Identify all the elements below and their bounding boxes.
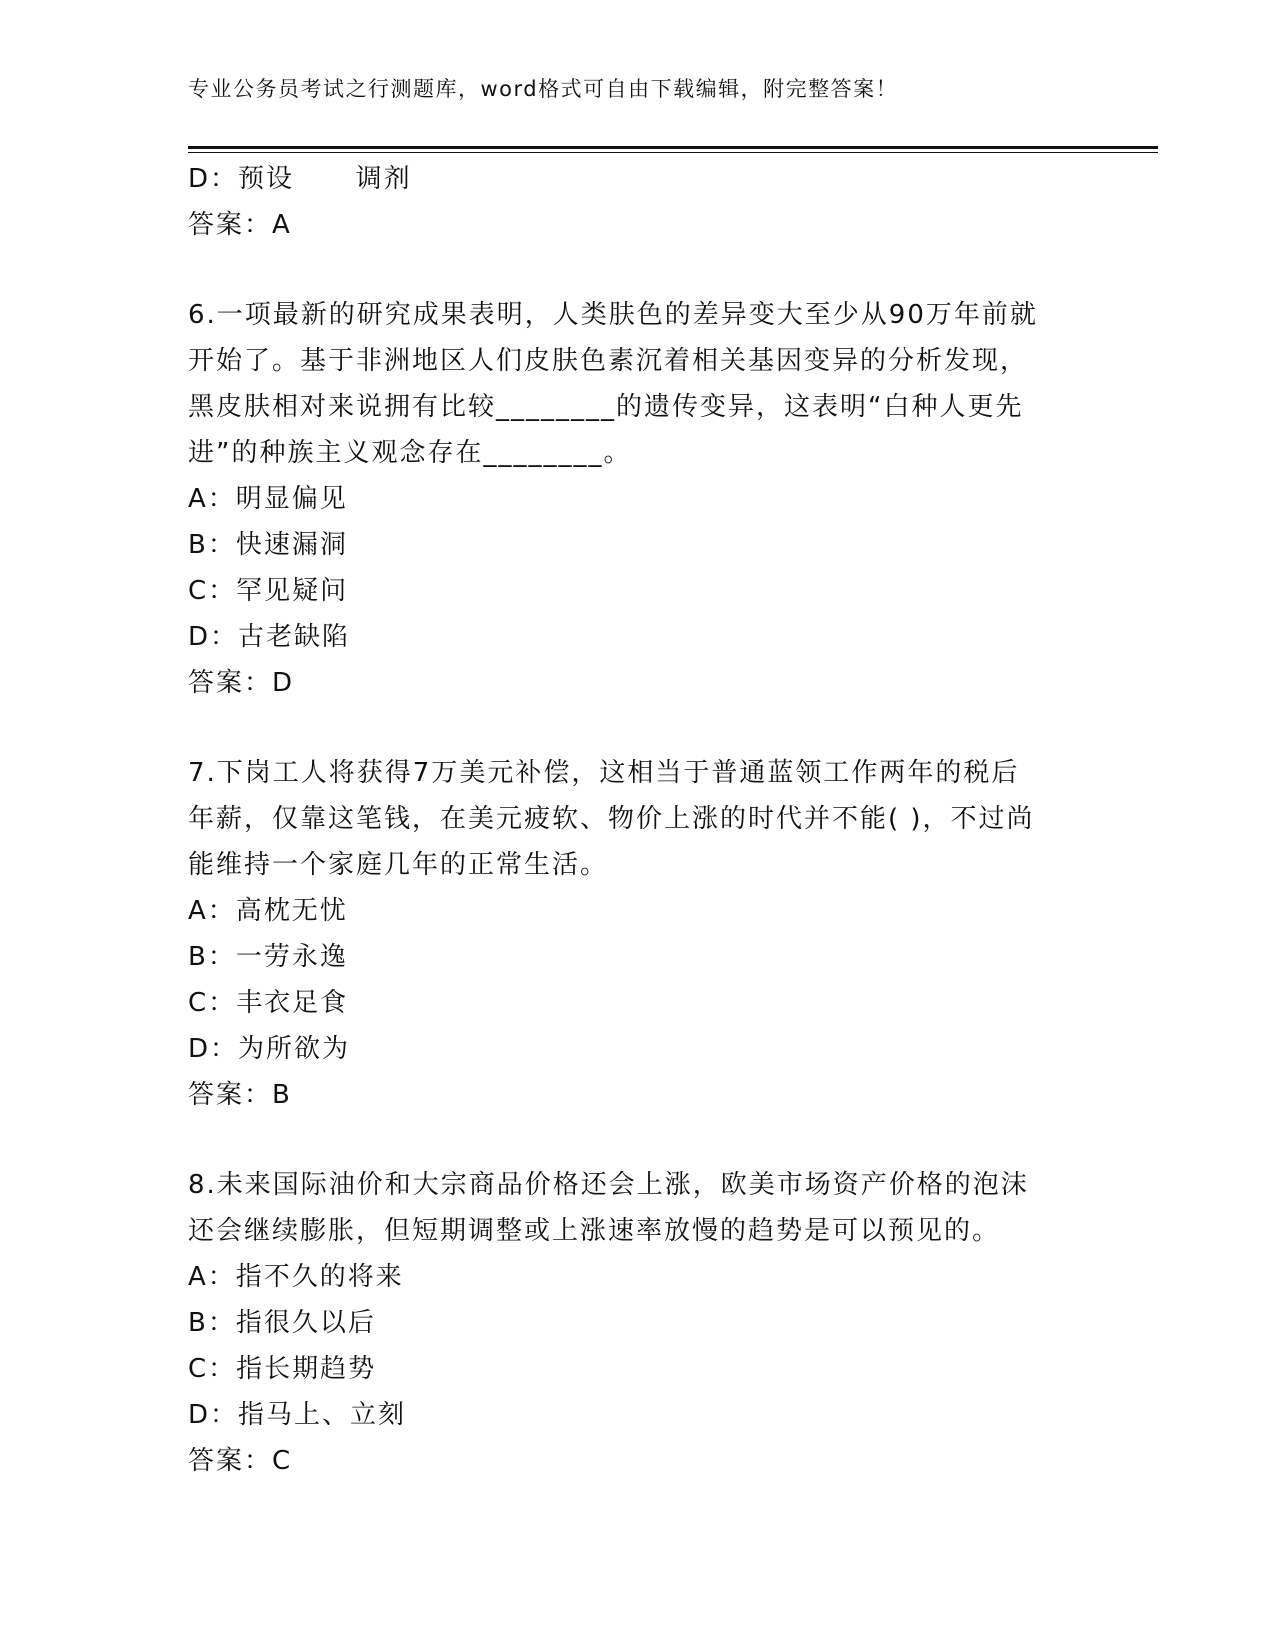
question-7-stem-line-3: 能维持一个家庭几年的正常生活。	[188, 850, 609, 880]
question-6-stem-line-1: 6.一项最新的研究成果表明，人类肤色的差异变大至少从90万年前就	[188, 300, 1038, 330]
question-6-stem-line-4: 进”的种族主义观念存在________。	[188, 438, 632, 468]
question-7-option-c: C：丰衣足食	[188, 988, 349, 1018]
spacer	[188, 706, 1088, 750]
document-body	[188, 156, 1088, 1484]
question-7-option-d: D：为所欲为	[188, 1034, 351, 1064]
question-7-stem-line-1: 7.下岗工人将获得7万美元补偿，这相当于普通蓝领工作两年的税后	[188, 758, 1020, 788]
header-rule-thin	[188, 152, 1158, 153]
spacer	[188, 248, 1088, 292]
question-7-answer: 答案：B	[188, 1080, 292, 1110]
question-6-option-b: B：快速漏洞	[188, 530, 348, 560]
question-7-option-a: A：高枕无忧	[188, 896, 348, 926]
question-8-stem-line-1: 8.未来国际油价和大宗商品价格还会上涨，欧美市场资产价格的泡沫	[188, 1170, 1029, 1200]
question-6-option-d: D：古老缺陷	[188, 622, 351, 652]
question-6-stem-line-3: 黑皮肤相对来说拥有比较________的遗传变异，这表明“白种人更先	[188, 392, 1024, 422]
page-header: 专业公务员考试之行测题库，word格式可自由下载编辑，附完整答案！	[188, 77, 899, 101]
question-8-option-c: C：指长期趋势	[188, 1354, 377, 1384]
question-6-option-a: A：明显偏见	[188, 484, 348, 514]
question-7	[188, 750, 1088, 1118]
question-8-answer: 答案：C	[188, 1446, 293, 1476]
spacer	[188, 1118, 1088, 1162]
question-6-stem-line-2: 开始了。基于非洲地区人们皮肤色素沉着相关基因变异的分析发现，	[188, 346, 1029, 376]
question-6-answer: 答案：D	[188, 668, 295, 698]
question-8-option-d: D：指马上、立刻	[188, 1400, 407, 1430]
question-7-option-b: B：一劳永逸	[188, 942, 348, 972]
prev-option-d: D：预设 调剂	[188, 164, 412, 194]
question-6-option-c: C：罕见疑问	[188, 576, 349, 606]
header-rule-thick	[188, 146, 1158, 149]
question-7-stem-line-2: 年薪，仅靠这笔钱，在美元疲软、物价上涨的时代并不能( )，不过尚	[188, 804, 1035, 834]
question-8-stem-line-2: 还会继续膨胀，但短期调整或上涨速率放慢的趋势是可以预见的。	[188, 1216, 1001, 1246]
question-8-option-a: A：指不久的将来	[188, 1262, 404, 1292]
question-8	[188, 1162, 1088, 1484]
question-8-option-b: B：指很久以后	[188, 1308, 376, 1338]
prev-answer: 答案：A	[188, 210, 292, 240]
question-6	[188, 292, 1088, 706]
